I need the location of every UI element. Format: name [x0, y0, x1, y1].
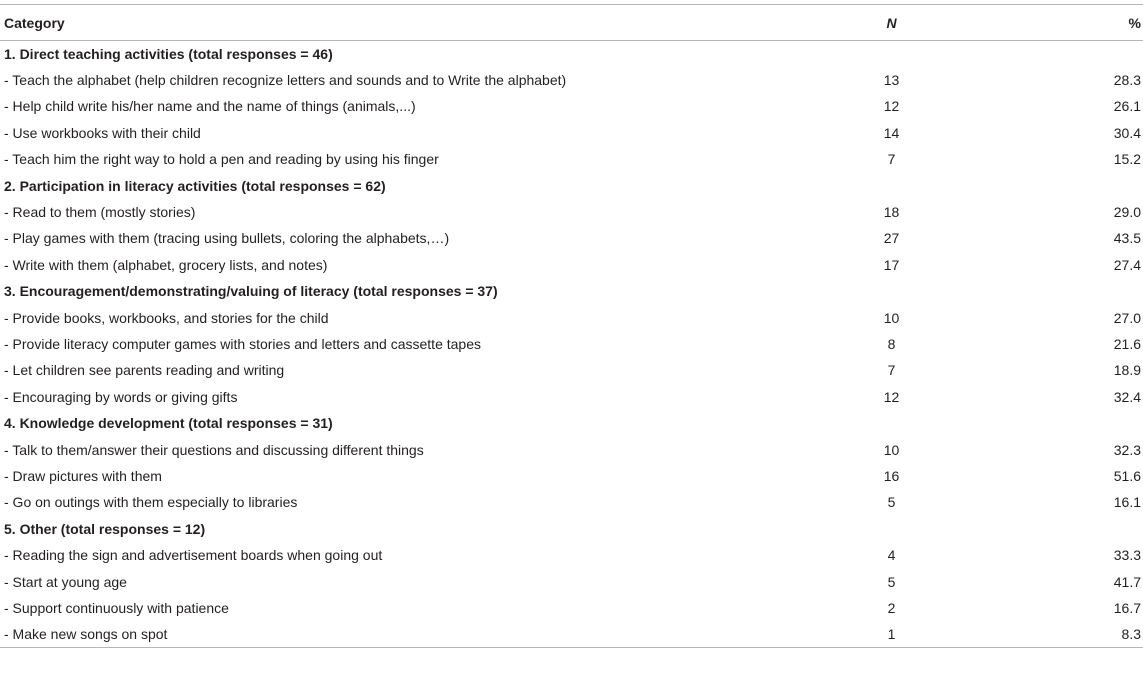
table-row — [0, 542, 1143, 568]
table-row — [0, 489, 1143, 515]
table-row — [0, 67, 1143, 93]
table-row — [0, 93, 1143, 119]
row-n: 16 — [883, 467, 900, 484]
section-row — [0, 516, 1143, 542]
row-percent: 30.4 — [1113, 124, 1141, 141]
row-percent: 51.6 — [1113, 467, 1141, 484]
data-table — [0, 4, 1143, 648]
row-label: - Help child write his/her name and the name of things (animals,...) — [4, 98, 416, 115]
row-n: 7 — [887, 362, 896, 379]
section-row — [0, 278, 1143, 304]
table-row — [0, 463, 1143, 489]
section-label: 3. Encouragement/demonstrating/valuing of literacy (total responses = 37) — [4, 283, 498, 300]
table-row — [0, 331, 1143, 357]
row-percent: 28.3 — [1113, 72, 1141, 89]
row-n: 5 — [887, 573, 896, 590]
row-n: 10 — [883, 309, 900, 326]
row-label: - Draw pictures with them — [4, 467, 162, 484]
row-percent: 16.1 — [1113, 494, 1141, 511]
empty-cell — [963, 41, 1143, 67]
row-percent: 16.7 — [1113, 599, 1141, 616]
table-row — [0, 304, 1143, 330]
table-header — [0, 5, 1143, 41]
row-n: 12 — [883, 98, 900, 115]
header-category: Category — [0, 5, 820, 41]
row-label: - Write with them (alphabet, grocery lists, and notes) — [4, 256, 328, 273]
row-percent: 26.1 — [1113, 98, 1141, 115]
row-label: - Let children see parents reading and writing — [4, 362, 285, 379]
table-row — [0, 357, 1143, 383]
empty-cell — [963, 410, 1143, 436]
section-row — [0, 410, 1143, 436]
header-row — [0, 5, 1143, 41]
row-label: - Provide books, workbooks, and stories for the child — [4, 309, 329, 326]
section-row — [0, 172, 1143, 198]
row-percent: 27.4 — [1113, 256, 1141, 273]
header-n: N — [820, 5, 963, 41]
row-label: - Play games with them (tracing using bullets, coloring the alphabets,…) — [4, 230, 450, 247]
header-percent: % — [963, 5, 1143, 41]
section-row — [0, 41, 1143, 67]
empty-cell — [820, 278, 963, 304]
empty-cell — [820, 516, 963, 542]
row-label: - Make new songs on spot — [0, 621, 820, 647]
row-label: - Read to them (mostly stories) — [4, 204, 196, 221]
row-n: 18 — [883, 204, 900, 221]
table-row — [0, 252, 1143, 278]
row-percent: 32.3 — [1113, 441, 1141, 458]
row-percent: 32.4 — [1113, 388, 1141, 405]
section-label: 2. Participation in literacy activities (total responses = 62) — [4, 177, 386, 194]
row-percent: 21.6 — [1113, 335, 1141, 352]
row-n: 17 — [883, 256, 900, 273]
row-n: 2 — [887, 599, 896, 616]
row-n: 10 — [883, 441, 900, 458]
row-n: 8 — [887, 335, 896, 352]
row-label: - Teach the alphabet (help children recognize letters and sounds and to Write the alphabet) — [4, 72, 567, 89]
table-row — [0, 199, 1143, 225]
row-label: - Support continuously with patience — [4, 599, 229, 616]
table-row — [0, 225, 1143, 251]
row-label: - Start at young age — [4, 573, 127, 590]
empty-cell — [820, 410, 963, 436]
row-n: 27 — [883, 230, 900, 247]
row-percent: 18.9 — [1113, 362, 1141, 379]
row-n: 13 — [883, 72, 900, 89]
section-label: 4. Knowledge development (total responses = 31) — [4, 415, 333, 432]
row-percent: 8.3 — [963, 621, 1143, 647]
row-label: - Provide literacy computer games with stories and letters and cassette tapes — [4, 335, 481, 352]
empty-cell — [963, 516, 1143, 542]
table-row — [0, 146, 1143, 172]
section-label: 5. Other (total responses = 12) — [4, 520, 206, 537]
row-label: - Use workbooks with their child — [4, 124, 201, 141]
row-n: 4 — [887, 547, 896, 564]
row-percent: 27.0 — [1113, 309, 1141, 326]
empty-cell — [963, 172, 1143, 198]
empty-cell — [963, 278, 1143, 304]
row-percent: 15.2 — [1113, 151, 1141, 168]
row-label: - Talk to them/answer their questions and discussing different things — [4, 441, 424, 458]
row-percent: 41.7 — [1113, 573, 1141, 590]
row-n: 5 — [887, 494, 896, 511]
table-row — [0, 436, 1143, 462]
table-row — [0, 621, 1143, 647]
row-n: 14 — [883, 124, 900, 141]
row-n: 1 — [820, 621, 963, 647]
row-label: - Teach him the right way to hold a pen and reading by using his finger — [4, 151, 439, 168]
empty-cell — [820, 172, 963, 198]
row-label: - Reading the sign and advertisement boards when going out — [4, 547, 383, 564]
table-row — [0, 568, 1143, 594]
row-label: - Go on outings with them especially to libraries — [4, 494, 298, 511]
row-n: 7 — [887, 151, 896, 168]
row-percent: 43.5 — [1113, 230, 1141, 247]
section-label: 1. Direct teaching activities (total responses = 46) — [4, 45, 333, 62]
row-percent: 29.0 — [1113, 204, 1141, 221]
row-n: 12 — [883, 388, 900, 405]
table-row — [0, 384, 1143, 410]
row-percent: 33.3 — [1113, 547, 1141, 564]
table-row — [0, 120, 1143, 146]
table-body — [0, 41, 1143, 648]
row-label: - Encouraging by words or giving gifts — [4, 388, 238, 405]
table-row — [0, 595, 1143, 621]
empty-cell — [820, 41, 963, 67]
